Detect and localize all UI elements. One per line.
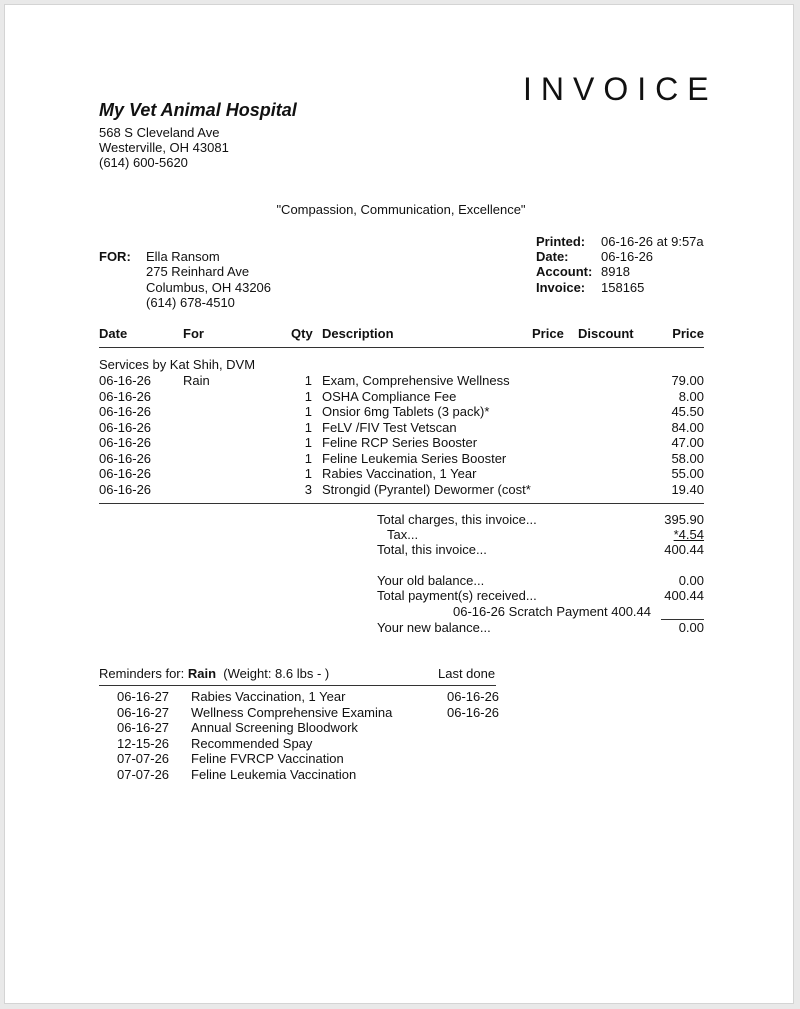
client-address-line1: 275 Reinhard Ave <box>146 264 250 279</box>
reminder-due-date: 06-16-27 <box>117 704 170 720</box>
line-item-date: 06-16-26 <box>99 419 152 435</box>
date-value: 06-16-26 <box>601 249 654 264</box>
clinic-name: My Vet Animal Hospital <box>99 100 297 120</box>
reminder-description: Feline FVRCP Vaccination <box>191 751 344 766</box>
col-header-for: For <box>183 326 204 341</box>
new-balance-value: 0.00 <box>678 620 704 635</box>
reminder-description: Annual Screening Bloodwork <box>191 720 358 735</box>
line-item-description: Strongid (Pyrantel) Dewormer (cost* <box>322 481 531 497</box>
line-item-price: 8.00 <box>678 388 704 404</box>
last-done-header: Last done <box>438 666 496 681</box>
reminder-due-date: 12-15-26 <box>117 735 170 751</box>
printed-label: Printed: <box>536 234 586 249</box>
reminder-due-date: 07-07-26 <box>117 751 170 766</box>
line-item-qty: 1 <box>304 419 312 435</box>
printed-value: 06-16-26 at 9:57a <box>601 234 704 249</box>
reminder-description: Recommended Spay <box>191 735 313 751</box>
invoice-total-label: Total, this invoice... <box>377 542 487 557</box>
client-name: Ella Ransom <box>146 249 220 264</box>
col-header-discount: Discount <box>578 326 634 341</box>
for-label: FOR: <box>99 249 131 264</box>
line-item-date: 06-16-26 <box>99 373 152 388</box>
line-item-description: FeLV /FIV Test Vetscan <box>322 419 457 435</box>
reminder-last-done: 06-16-26 <box>447 704 500 720</box>
line-item-date: 06-16-26 <box>99 435 152 450</box>
invoice-title: INVOICE <box>523 71 718 107</box>
reminder-last-done: 06-16-26 <box>447 689 500 704</box>
col-header-total-price: Price <box>672 326 704 341</box>
line-item-date: 06-16-26 <box>99 466 152 481</box>
invoice-total-value: 400.44 <box>664 542 704 557</box>
client-phone: (614) 678-4510 <box>146 295 235 310</box>
payment-detail: 06-16-26 Scratch Payment 400.44 <box>453 604 652 619</box>
col-header-qty: Qty <box>291 326 313 341</box>
services-provider-heading: Services by Kat Shih, DVM <box>99 357 256 372</box>
client-address-line2: Columbus, OH 43206 <box>146 280 272 295</box>
old-balance-label: Your old balance... <box>377 573 485 588</box>
line-item-description: Feline RCP Series Booster <box>322 435 478 450</box>
line-item-price: 84.00 <box>671 419 704 435</box>
reminders-header <box>99 666 329 682</box>
reminder-due-date: 06-16-27 <box>117 720 170 735</box>
account-value: 8918 <box>601 264 630 279</box>
reminders-label: Reminders for: <box>99 666 185 681</box>
line-item-price: 47.00 <box>671 435 704 450</box>
clinic-address-line2: Westerville, OH 43081 <box>99 140 229 155</box>
date-label: Date: <box>536 249 569 264</box>
col-header-date: Date <box>99 326 128 341</box>
total-charges-label: Total charges, this invoice... <box>377 512 537 527</box>
line-item-description: OSHA Compliance Fee <box>322 388 457 404</box>
header-rule <box>99 347 704 348</box>
line-item-qty: 1 <box>304 435 312 450</box>
line-item-description: Onsior 6mg Tablets (3 pack)* <box>322 404 490 419</box>
invoice-page <box>4 4 794 1004</box>
clinic-phone: (614) 600-5620 <box>99 155 188 170</box>
reminder-description: Feline Leukemia Vaccination <box>191 766 357 782</box>
payments-received-label: Total payment(s) received... <box>377 588 537 603</box>
clinic-motto: "Compassion, Communication, Excellence" <box>276 202 526 217</box>
reminder-due-date: 07-07-26 <box>117 766 170 782</box>
account-label: Account: <box>536 264 593 279</box>
line-item-date: 06-16-26 <box>99 481 152 497</box>
col-header-price: Price <box>532 326 564 341</box>
reminder-description: Rabies Vaccination, 1 Year <box>191 689 346 704</box>
reminders-rule <box>99 685 496 686</box>
line-item-qty: 1 <box>304 373 312 388</box>
clinic-address-line1: 568 S Cleveland Ave <box>99 125 220 140</box>
total-charges-value: 395.90 <box>664 512 704 527</box>
invoice-number-label: Invoice: <box>536 280 586 295</box>
line-item-qty: 1 <box>304 388 312 404</box>
line-item-price: 79.00 <box>671 373 704 388</box>
line-item-price: 45.50 <box>671 404 704 419</box>
line-item-date: 06-16-26 <box>99 404 152 419</box>
reminders-pet-name: Rain <box>187 666 217 681</box>
items-bottom-rule <box>99 503 704 504</box>
line-item-price: 19.40 <box>671 481 704 497</box>
line-item-price: 55.00 <box>671 466 704 481</box>
line-item-date: 06-16-26 <box>99 388 152 404</box>
line-item-qty: 1 <box>304 466 312 481</box>
col-header-description: Description <box>322 326 394 341</box>
new-balance-label: Your new balance... <box>377 620 491 635</box>
line-item-qty: 1 <box>304 450 312 466</box>
tax-value: *4.54 <box>673 527 704 542</box>
line-item-qty: 3 <box>304 481 312 497</box>
reminders-pet-weight: (Weight: 8.6 lbs - ) <box>223 666 330 681</box>
line-item-description: Exam, Comprehensive Wellness <box>322 373 510 388</box>
old-balance-value: 0.00 <box>678 573 704 588</box>
payments-received-value: 400.44 <box>664 588 704 603</box>
line-item-price: 58.00 <box>671 450 704 466</box>
reminder-due-date: 06-16-27 <box>117 689 170 704</box>
line-item-description: Feline Leukemia Series Booster <box>322 450 507 466</box>
invoice-number-value: 158165 <box>601 280 645 295</box>
reminder-description: Wellness Comprehensive Examina <box>191 704 393 720</box>
tax-label: Tax... <box>387 527 419 542</box>
line-item-description: Rabies Vaccination, 1 Year <box>322 466 477 481</box>
line-item-date: 06-16-26 <box>99 450 152 466</box>
line-item-for: Rain <box>183 373 210 388</box>
line-item-qty: 1 <box>304 404 312 419</box>
